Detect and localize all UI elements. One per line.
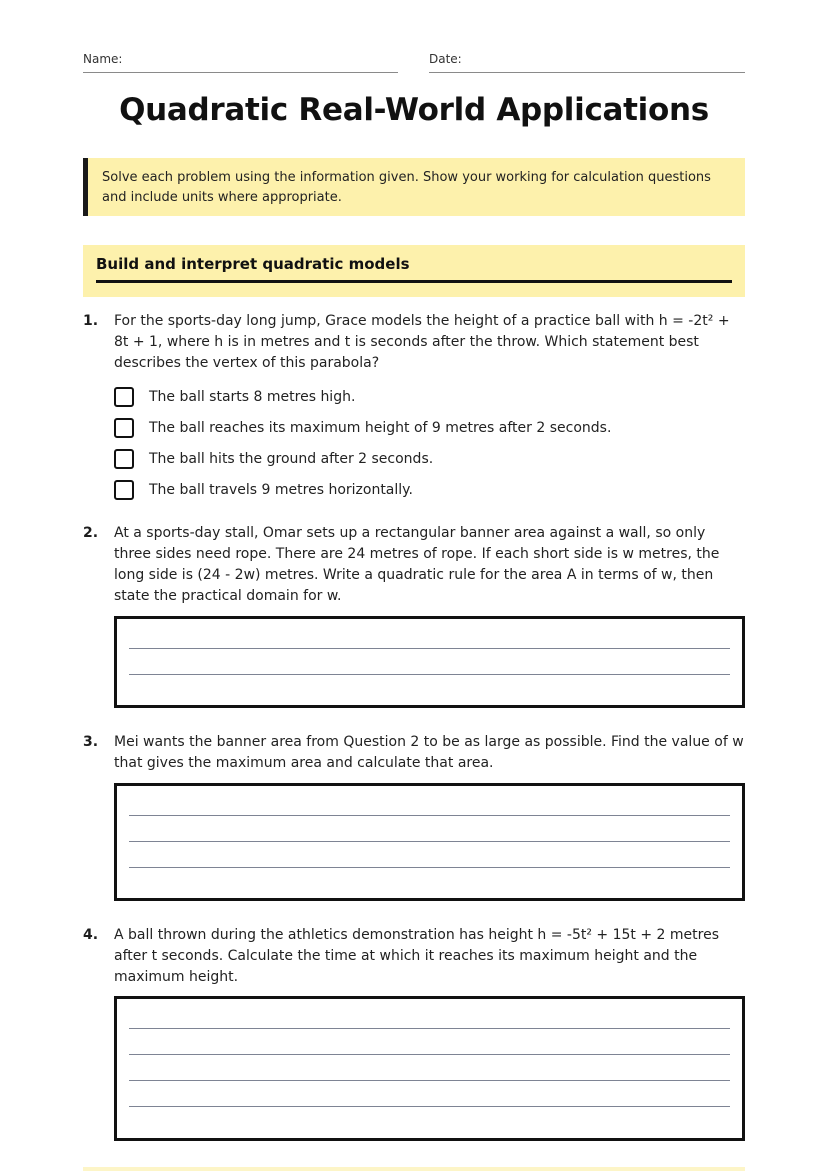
answer-box[interactable] xyxy=(114,783,745,901)
question-number: 3. xyxy=(83,734,99,750)
question-text: Mei wants the banner area from Question 2 to be as large as possible. Find the value of w that gives the maximum area and calculate that area. xyxy=(114,734,744,771)
name-label: Name: xyxy=(83,52,123,66)
question-number: 2. xyxy=(83,525,99,541)
instructions-box xyxy=(83,158,745,216)
answer-line xyxy=(129,1080,730,1081)
answer-line xyxy=(129,648,730,649)
question-text: For the sports-day long jump, Grace models the height of a practice ball with h = -2t² + 8t + 1, where h is in metres and t is seconds after the throw. Which statement best describes the vertex of this parabola? xyxy=(114,313,730,371)
answer-line xyxy=(129,1054,730,1055)
checkbox[interactable] xyxy=(114,480,134,500)
option-3[interactable] xyxy=(114,449,734,473)
answer-line xyxy=(129,1106,730,1107)
page-title: Quadratic Real-World Applications xyxy=(119,92,709,128)
question-text: A ball thrown during the athletics demonstration has height h = -5t² + 15t + 2 metres after t seconds. Calculate the time at which it reaches its maximum height and the maximum height. xyxy=(114,927,719,985)
option-4[interactable] xyxy=(114,480,734,504)
date-field[interactable] xyxy=(429,52,745,73)
option-1[interactable] xyxy=(114,387,734,411)
checkbox[interactable] xyxy=(114,387,134,407)
option-label: The ball travels 9 metres horizontally. xyxy=(149,482,413,498)
option-label: The ball hits the ground after 2 seconds. xyxy=(149,451,434,467)
question-number: 1. xyxy=(83,313,99,329)
option-2[interactable] xyxy=(114,418,734,442)
name-date-row xyxy=(83,52,745,74)
question-number: 4. xyxy=(83,927,99,943)
date-label: Date: xyxy=(429,52,462,66)
instructions-text: Solve each problem using the information given. Show your working for calculation questions and include units where appropriate. xyxy=(102,170,711,205)
answer-box[interactable] xyxy=(114,616,745,708)
answer-line xyxy=(129,1028,730,1029)
checkbox[interactable] xyxy=(114,449,134,469)
next-section-edge xyxy=(83,1167,745,1171)
checkbox[interactable] xyxy=(114,418,134,438)
answer-line xyxy=(129,867,730,868)
answer-line xyxy=(129,815,730,816)
section-title: Build and interpret quadratic models xyxy=(96,255,732,283)
option-label: The ball starts 8 metres high. xyxy=(149,389,356,405)
answer-box[interactable] xyxy=(114,996,745,1141)
section-header xyxy=(83,245,745,297)
option-label: The ball reaches its maximum height of 9 metres after 2 seconds. xyxy=(149,420,612,436)
answer-line xyxy=(129,674,730,675)
question-text: At a sports-day stall, Omar sets up a rectangular banner area against a wall, so only three sides need rope. There are 24 metres of rope. If each short side is w metres, the long side is (24 - 2w) metres. Write a quadratic rule for the area A in terms of w, then state the practical domain for w. xyxy=(114,525,720,604)
name-field[interactable] xyxy=(83,52,398,73)
answer-line xyxy=(129,841,730,842)
